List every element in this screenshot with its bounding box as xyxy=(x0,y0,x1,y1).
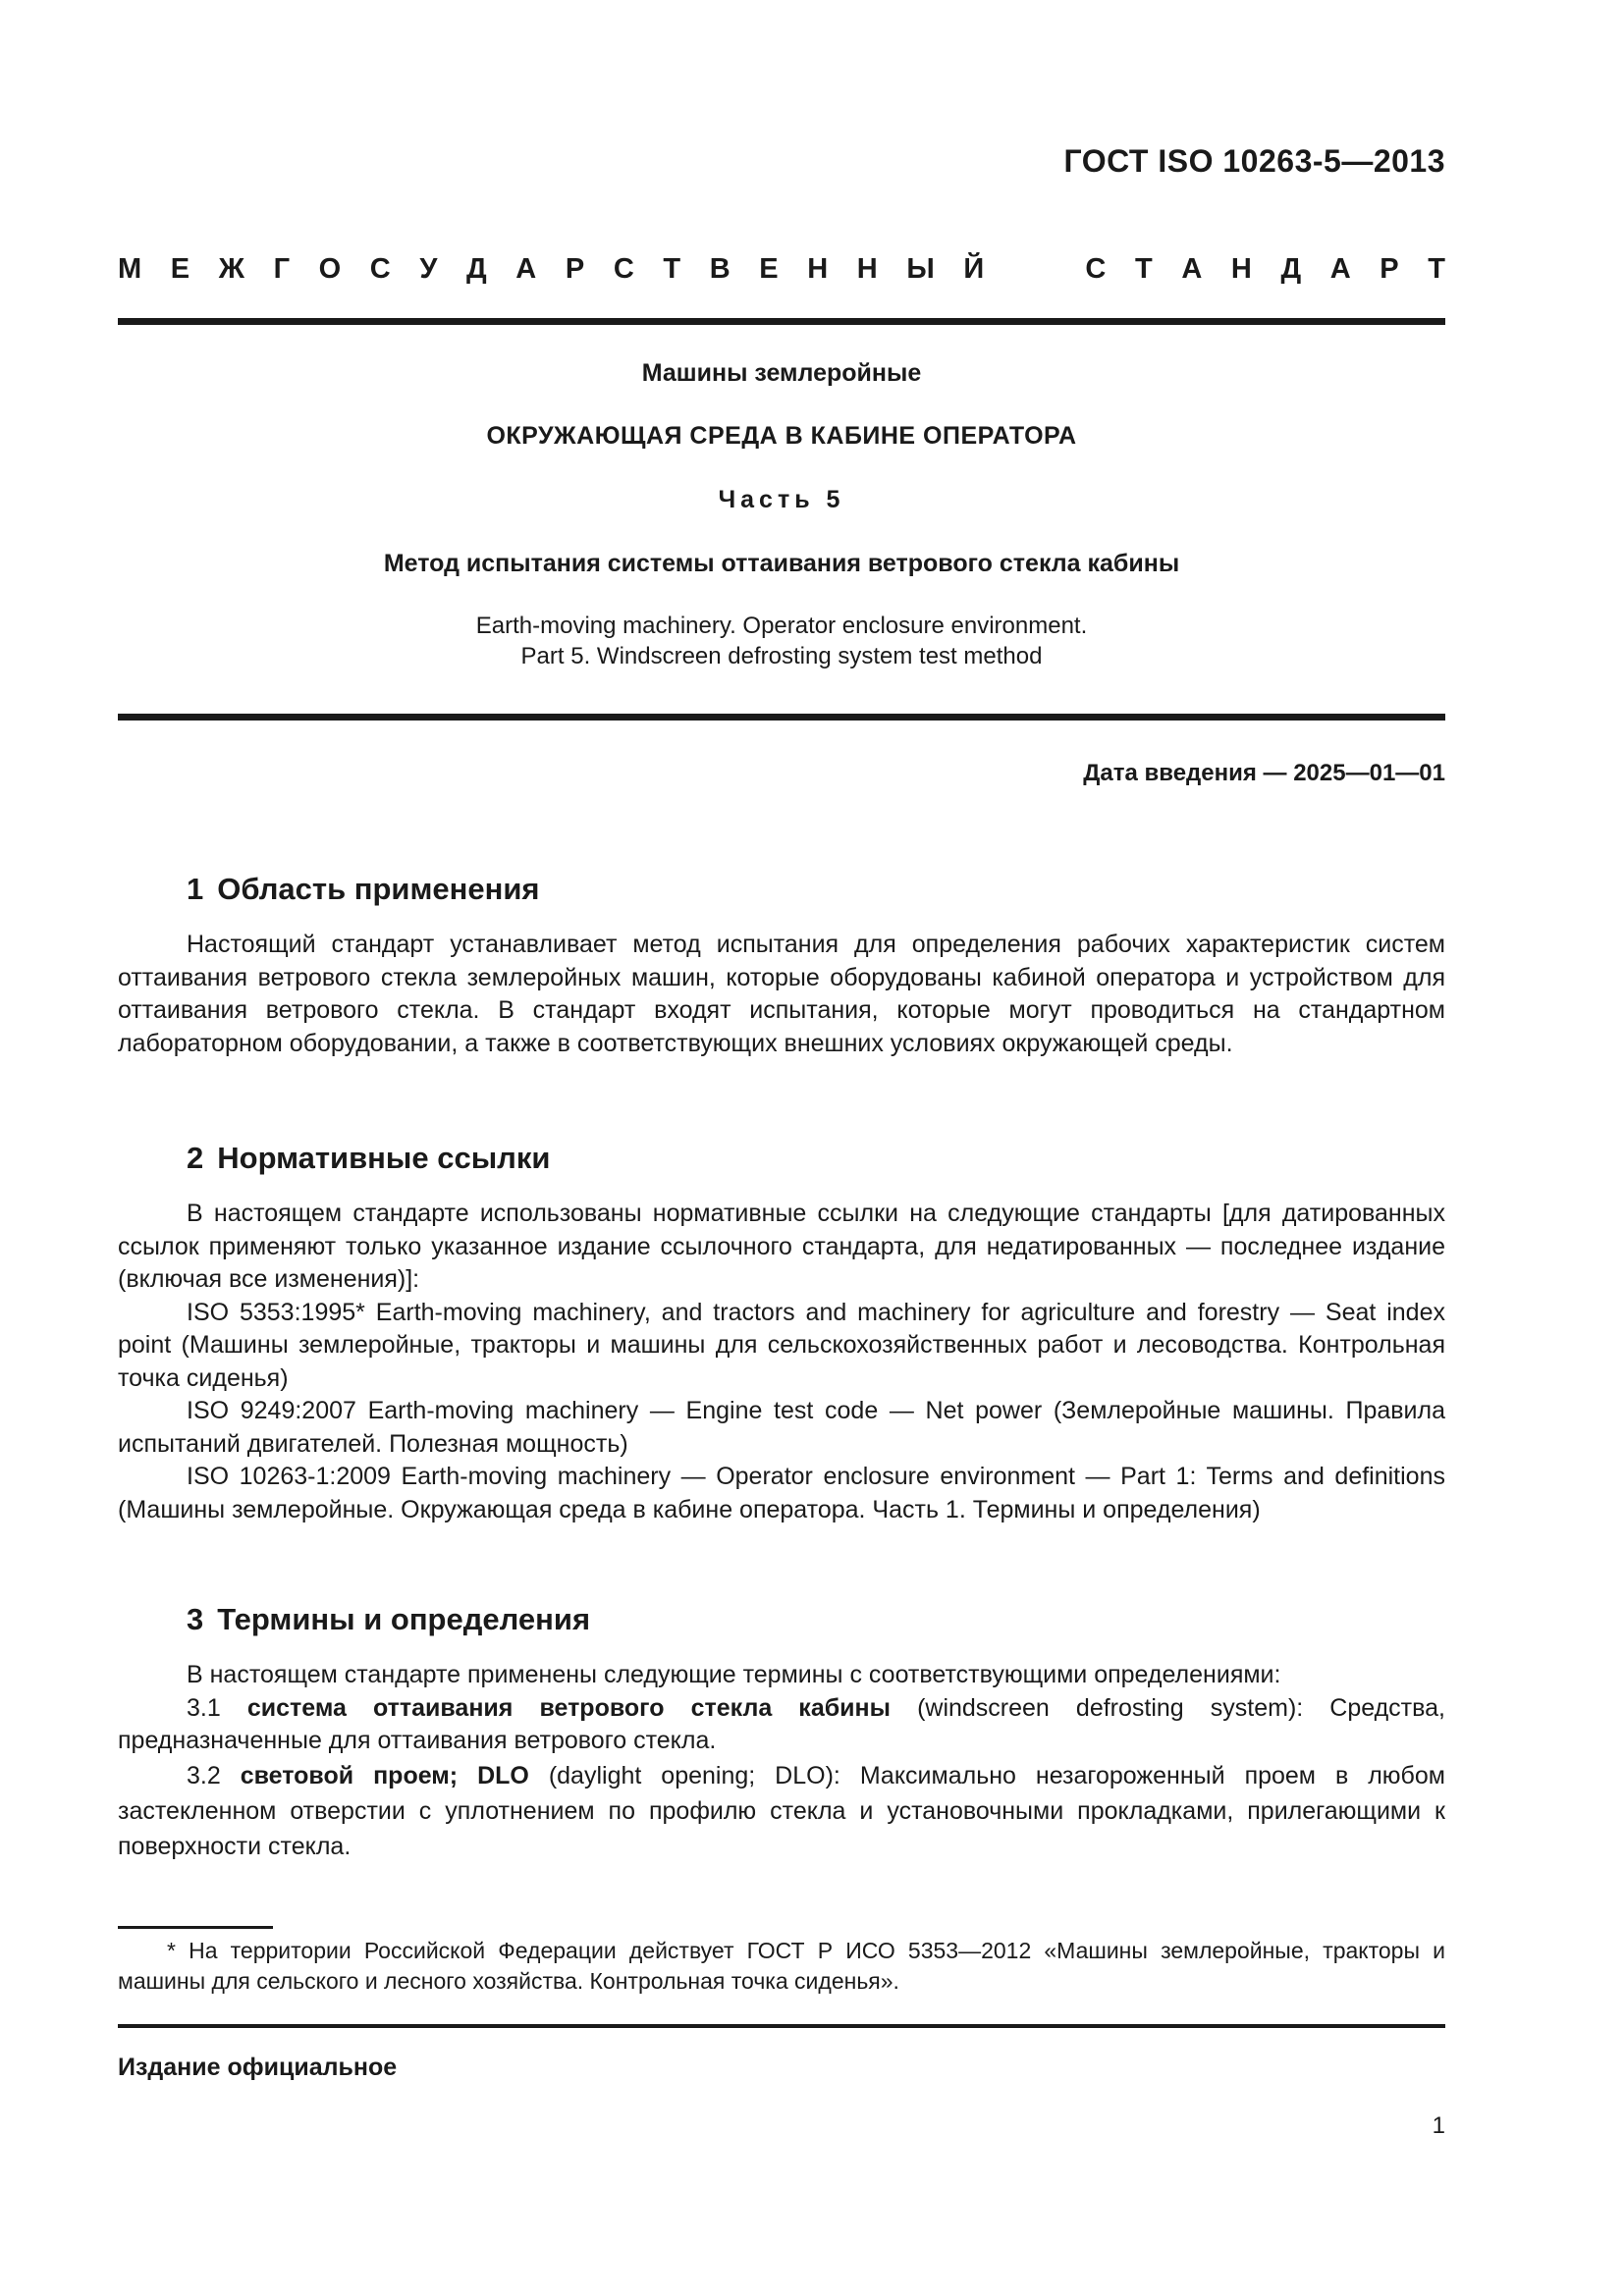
section-number: 1 xyxy=(187,872,204,906)
header-divider xyxy=(118,318,1445,325)
paragraph: В настоящем стандарте использованы нормативные ссылки на следующие стандарты [для датированных ссылок применяют только указанное издание ссылочного стандарта, для недатированных — последнее издание (включая все изменения)]: xyxy=(118,1200,1445,1293)
banner-letter: Н xyxy=(856,253,878,285)
banner-letter: С xyxy=(613,253,634,285)
term-number: 3.1 xyxy=(187,1693,221,1722)
footnote-text: * На территории Российской Федерации действует ГОСТ Р ИСО 5353—2012 «Машины землеройные, тракторы и машины для сельского и лесного хозяйства. Контрольная точка сиденья». xyxy=(118,1938,1445,1994)
section-title: Термины и определения xyxy=(217,1602,591,1636)
banner-letter: Т xyxy=(1134,253,1153,285)
term-definition: (daylight opening; DLO): Максимально незагороженный проем в любом застекленном отверстии с уплотнением по профилю стекла и установочными прокладками, прилегающими к поверхности стекла. xyxy=(118,1761,1445,1860)
banner-letter: Р xyxy=(565,253,585,285)
banner-letter: Р xyxy=(1380,253,1399,285)
banner-letter: А xyxy=(1181,253,1203,285)
paragraph: Настоящий стандарт устанавливает метод испытания для определения рабочих характеристик систем оттаивания ветрового стекла землеройных машин, которые оборудованы кабиной оператора и устройством для оттаивания ветрового стекла. В стандарт входят испытания, которые могут проводиться на стандартном лабораторном оборудовании, а также в соответствующих внешних условиях окружающей среды. xyxy=(118,931,1445,1057)
section-title: Нормативные ссылки xyxy=(217,1141,551,1175)
title-subtitle: Метод испытания системы оттаивания ветрового стекла кабины xyxy=(383,550,1180,577)
banner-letter: А xyxy=(515,253,537,285)
banner-letter: С xyxy=(1085,253,1107,285)
title-english-line2: Part 5. Windscreen defrosting system test method xyxy=(520,643,1043,669)
footnote-divider xyxy=(118,1926,273,1929)
banner-letter: А xyxy=(1329,253,1351,285)
banner-letter: Н xyxy=(1230,253,1252,285)
banner-word-gap xyxy=(1013,253,1056,286)
banner-letter: Ж xyxy=(218,253,244,285)
page-number: 1 xyxy=(1432,2112,1445,2139)
banner-letter: Г xyxy=(273,253,291,285)
term-entry xyxy=(118,1758,1445,1864)
banner-letter: Т xyxy=(1428,253,1445,285)
banner-letter: Т xyxy=(663,253,681,285)
footnote xyxy=(118,1936,1445,1997)
banner-letter: Н xyxy=(807,253,829,285)
section-number: 3 xyxy=(187,1602,204,1636)
title-part: Часть 5 xyxy=(718,486,845,513)
banner-letter: О xyxy=(318,253,342,285)
section-3-heading xyxy=(187,1602,590,1637)
banner-letter: Ы xyxy=(906,253,935,285)
section-2-heading xyxy=(187,1141,550,1176)
interstate-standard-banner xyxy=(118,253,1445,286)
section-1-heading xyxy=(187,872,540,907)
term-definition: (windscreen defrosting system): Средства, предназначенные для оттаивания ветрового стекла. xyxy=(118,1693,1445,1754)
reference-item: ISO 5353:1995* Earth-moving machinery, and tractors and machinery for agriculture and forestry — Seat index point (Машины землеройные, тракторы и машины для сельскохозяйственных работ и лесоводства. Контрольная точка сиденья) xyxy=(118,1298,1445,1392)
title-group: Машины землеройные xyxy=(641,359,922,387)
section-number: 2 xyxy=(187,1141,204,1175)
banner-letter: М xyxy=(118,253,142,285)
introduction-date: Дата введения — 2025—01—01 xyxy=(1083,760,1445,786)
standard-number: ГОСТ ISO 10263-5—2013 xyxy=(1063,143,1445,179)
term-name: световой проем; DLO xyxy=(240,1761,529,1789)
section-title: Область применения xyxy=(217,872,540,906)
banner-letter: Е xyxy=(759,253,779,285)
banner-letter: Е xyxy=(170,253,190,285)
title-english-line1: Earth-moving machinery. Operator enclosure environment. xyxy=(475,613,1088,639)
section-3-body xyxy=(118,1659,1445,1864)
banner-letter: У xyxy=(419,253,438,285)
term-entry xyxy=(118,1692,1445,1758)
paragraph: В настоящем стандарте применены следующие термины с соответствующими определениями: xyxy=(187,1661,1281,1688)
banner-letter: Д xyxy=(466,253,487,285)
term-name: система оттаивания ветрового стекла кабины xyxy=(246,1693,891,1722)
title-divider xyxy=(118,714,1445,721)
banner-letter: Д xyxy=(1280,253,1302,285)
title-main: ОКРУЖАЮЩАЯ СРЕДА В КАБИНЕ ОПЕРАТОРА xyxy=(486,422,1077,450)
section-1-body xyxy=(118,929,1445,1060)
section-2-body xyxy=(118,1198,1445,1526)
reference-item: ISO 9249:2007 Earth-moving machinery — Engine test code — Net power (Землеройные машины. Правила испытаний двигателей. Полезная мощность) xyxy=(118,1397,1445,1458)
banner-letter: Й xyxy=(963,253,985,285)
banner-letter: В xyxy=(709,253,731,285)
banner-letter: С xyxy=(369,253,391,285)
term-number: 3.2 xyxy=(187,1761,221,1789)
official-edition: Издание официальное xyxy=(118,2054,398,2081)
reference-item: ISO 10263-1:2009 Earth-moving machinery — Operator enclosure environment — Part 1: Terms and definitions (Машины землеройные. Окружающая среда в кабине оператора. Часть 1. Термины и определения) xyxy=(118,1463,1445,1523)
footer-divider xyxy=(118,2024,1445,2028)
